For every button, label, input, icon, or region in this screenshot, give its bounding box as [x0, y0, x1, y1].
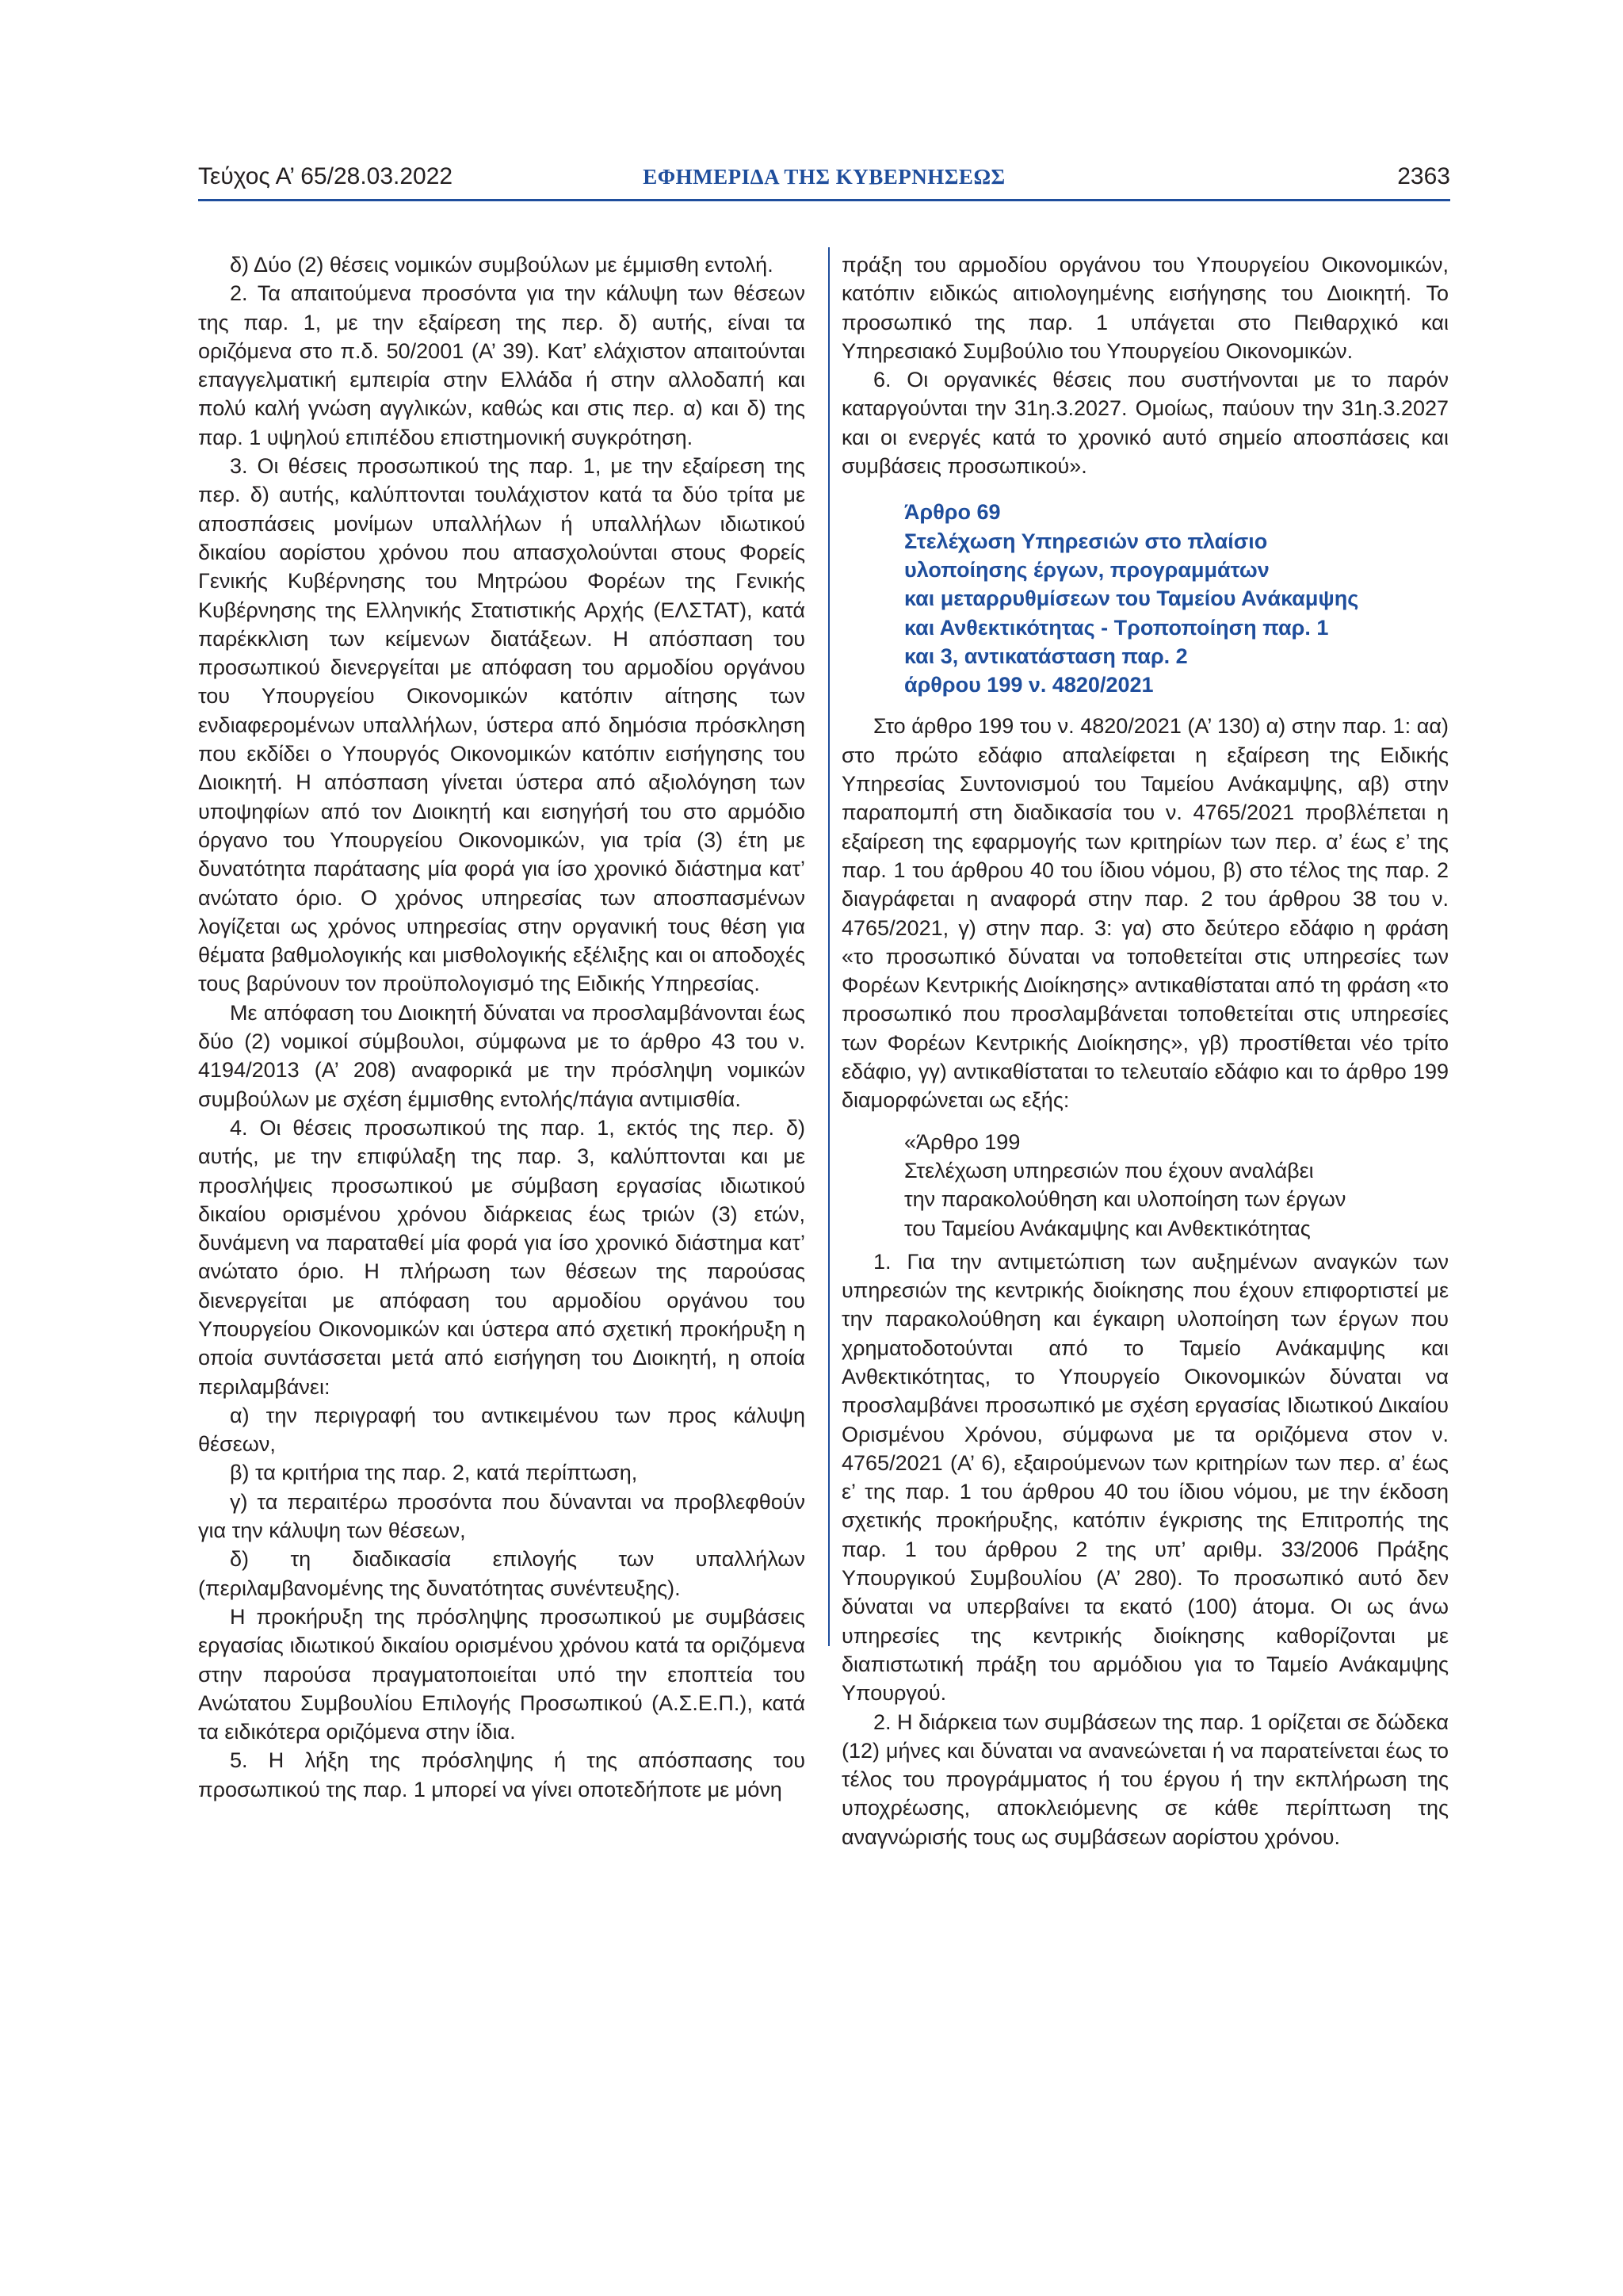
paragraph: πράξη του αρμοδίου οργάνου του Υπουργείου Οικονομικών, κατόπιν ειδικώς αιτιολογημένης εισήγησης του Διοικητή. Το προσωπικό της παρ. 1 υπάγεται στο Πειθαρχικό και Υπηρεσιακό Συμβούλιο του Υπουργείου Οικονομικών. — [842, 253, 1449, 363]
quoted-article-heading — [842, 1128, 1449, 1243]
paragraph: 5. Η λήξη της πρόσληψης ή της απόσπασης του προσωπικού της παρ. 1 μπορεί να γίνει οποτεδήποτε με μόνη — [198, 1748, 805, 1801]
quoted-heading-line: του Ταμείου Ανάκαμψης και Ανθεκτικότητας — [904, 1216, 1311, 1240]
paragraph: δ) Δύο (2) θέσεις νομικών συμβούλων με έμμισθη εντολή. — [230, 253, 773, 277]
paragraph: 4. Οι θέσεις προσωπικού της παρ. 1, εκτός της περ. δ) αυτής, με την επιφύλαξη της παρ. 3, καλύπτονται και με προσλήψεις προσωπικού με σύμβαση εργασίας ιδιωτικού δικαίου ορισμένου χρόνου διάρκειας έως τριών (3) ετών, δυνάμενη να παραταθεί μία φορά για ίσο χρονικό διάστημα κατ’ ανώτατο όριο. Η πλήρωση των θέσεων της παρούσας διενεργείται με απόφαση του αρμοδίου οργάνου του Υπουργείου Οικονομικών και ύστερα από σχετική προκήρυξη η οποία συντάσσεται μετά από εισήγηση του Διοικητή, η οποία περιλαμβάνει: — [198, 1115, 805, 1399]
article-heading-line: και Ανθεκτικότητας - Τροποποίηση παρ. 1 — [904, 615, 1329, 640]
issue-label: Τεύχος Α’ 65/28.03.2022 — [198, 163, 453, 189]
article-heading-line: και 3, αντικατάσταση παρ. 2 — [904, 644, 1188, 668]
paragraph: 2. Τα απαιτούμενα προσόντα για την κάλυψη των θέσεων της παρ. 1, με την εξαίρεση της περ. δ) αυτής, είναι τα οριζόμενα στο π.δ. 50/2001 (Α’ 39). Κατ’ ελάχιστον απαιτούνται επαγγελματική εμπειρία στην Ελλάδα ή στην αλλοδαπή και πολύ καλή γνώση αγγλικών, καθώς και στις περ. α) και δ) της παρ. 1 υψηλού επιπέδου επιστημονική συγκρότηση. — [198, 281, 805, 449]
column-divider — [828, 247, 830, 1646]
quoted-heading-line: την παρακολούθηση και υλοποίηση των έργων — [904, 1187, 1346, 1212]
article-heading-line: Στελέχωση Υπηρεσιών στο πλαίσιο — [904, 529, 1268, 553]
page-header — [198, 159, 1450, 195]
paragraph: 3. Οι θέσεις προσωπικού της παρ. 1, με την εξαίρεση της περ. δ) αυτής, καλύπτονται τουλάχιστον κατά τα δύο τρίτα με αποσπάσεις μονίμων υπαλλήλων ή υπαλλήλων ιδιωτικού δικαίου αορίστου χρόνου που απασχολούνται στους Φορείς Γενικής Κυβέρνησης του Μητρώου Φορέων της Γενικής Κυβέρνησης της Ελληνικής Στατιστικής Αρχής (ΕΛΣΤΑΤ), κατά παρέκκλιση των κείμενων διατάξεων. Η απόσπαση του προσωπικού διενεργείται με απόφαση του αρμοδίου οργάνου του Υπουργείου Οικονομικών κατόπιν αίτησης των ενδιαφερομένων υπαλλήλων, ύστερα από δημόσια πρόσκληση που εκδίδει ο Υπουργός Οικονομικών κατόπιν εισήγησης του Διοικητή. Η απόσπαση γίνεται ύστερα από αξιολόγηση των υποψηφίων από τον Διοικητή και εισηγήσή του στο αρμόδιο όργανο του Υπουργείου Οικονομικών, για τρία (3) έτη με δυνατότητα παράτασης μία φορά για ίσο χρονικό διάστημα κατ’ ανώτατο όριο. Ο χρόνος υπηρεσίας των αποσπασμένων λογίζεται ως χρόνος υπηρεσίας στην οργανική τους θέση για θέματα βαθμολογικής και μισθολογικής εξέλιξης και οι αποδοχές τους βαρύνουν τον προϋπολογισμό της Ειδικής Υπηρεσίας. — [198, 454, 805, 996]
paragraph: β) τα κριτήρια της παρ. 2, κατά περίπτωση, — [230, 1461, 638, 1485]
left-column — [198, 250, 805, 1804]
paragraph: 1. Για την αντιμετώπιση των αυξημένων αναγκών των υπηρεσιών της κεντρικής διοίκησης που έχουν επιφορτιστεί με την παρακολούθηση και έγκαιρη υλοποίηση των έργων που χρηματοδοτούνται από το Ταμείο Ανάκαμψης και Ανθεκτικότητας, το Υπουργείο Οικονομικών δύναται να προσλαμβάνει προσωπικό με σχέση εργασίας Ιδιωτικού Δικαίου Ορισμένου Χρόνου, σύμφωνα με τα οριζόμενα στον ν. 4765/2021 (Α’ 6), εξαιρούμενων των κριτηρίων των περ. α’ έως ε’ της παρ. 1 του άρθρου 40 του ίδιου νόμου, με την έκδοση σχετικής προκήρυξης, κατόπιν έγκρισης της Επιτροπής της παρ. 1 του άρθρου 2 της υπ’ αριθμ. 33/2006 Πράξης Υπουργικού Συμβουλίου (Α’ 280). Το προσωπικό αυτό δεν δύναται να υπερβαίνει τα εκατό (100) άτομα. Οι ως άνω υπηρεσίες της κεντρικής διοίκησης καθορίζονται με διαπιστωτική πράξη του αρμόδιου για το Ταμείο Ανάκαμψης Υπουργού. — [842, 1249, 1449, 1706]
right-column — [842, 250, 1449, 1851]
paragraph: Στο άρθρο 199 του ν. 4820/2021 (Α’ 130) α) στην παρ. 1: αα) στο πρώτο εδάφιο απαλείφεται η εξαίρεση της Ειδικής Υπηρεσίας Συντονισμού του Ταμείου Ανάκαμψης, αβ) στην παραπομπή στη διαδικασία του ν. 4765/2021 προβλέπεται η εξαίρεση της εφαρμογής των κριτηρίων των περ. α’ έως ε’ της παρ. 1 του άρθρου 40 του ίδιου νόμου, β) στο τέλος της παρ. 2 διαγράφεται η αναφορά στην παρ. 2 του άρθρου 38 του ν. 4765/2021, γ) στην παρ. 3: γα) στο δεύτερο εδάφιο η φράση «το προσωπικό δύναται να τοποθετείται στις υπηρεσίες των Φορέων Κεντρικής Διοίκησης» αντικαθίσταται από τη φράση «το προσωπικό που προσλαμβάνεται τοποθετείται στις υπηρεσίες των Φορέων Κεντρικής Διοίκησης», γβ) προστίθεται νέο τρίτο εδάφιο, γγ) αντικαθίσταται το τελευταίο εδάφιο και το άρθρο 199 διαμορφώνεται ως εξής: — [842, 714, 1449, 1113]
article-heading — [842, 498, 1449, 699]
gazette-title: ΕΦΗΜΕΡΙΔΑ ΤΗΣ ΚΥΒΕΡΝΗΣΕΩΣ — [643, 165, 1006, 189]
article-heading-line: άρθρου 199 ν. 4820/2021 — [904, 673, 1154, 697]
article-heading-line: και μεταρρυθμίσεων του Ταμείου Ανάκαμψης — [904, 586, 1359, 611]
quoted-heading-line: Στελέχωση υπηρεσιών που έχουν αναλάβει — [904, 1158, 1314, 1182]
article-heading-line: υλοποίησης έργων, προγραμμάτων — [904, 557, 1270, 582]
paragraph: γ) τα περαιτέρω προσόντα που δύνανται να προβλεφθούν για την κάλυψη των θέσεων, — [198, 1489, 805, 1543]
paragraph: δ) τη διαδικασία επιλογής των υπαλλήλων (περιλαμβανομένης της δυνατότητας συνέντευξης). — [198, 1547, 805, 1600]
quoted-heading-line: «Άρθρο 199 — [904, 1129, 1021, 1154]
paragraph: 6. Οι οργανικές θέσεις που συστήνονται με το παρόν καταργούνται την 31η.3.2027. Ομοίως, παύουν την 31η.3.2027 και οι ενεργές κατά το χρονικό αυτό σημείο αποσπάσεις και συμβάσεις προσωπικού». — [842, 368, 1449, 479]
page-number: 2363 — [1397, 163, 1450, 189]
paragraph: 2. Η διάρκεια των συμβάσεων της παρ. 1 ορίζεται σε δώδεκα (12) μήνες και δύναται να ανανεώνεται ή να παρατείνεται έως το τέλος του προγράμματος ή του έργου ή την εκπλήρωση της υποχρέωσης, αποκλειόμενης σε κάθε περίπτωση της αναγνώρισής τους ως συμβάσεων αορίστου χρόνου. — [842, 1710, 1449, 1849]
paragraph: Με απόφαση του Διοικητή δύναται να προσλαμβάνονται έως δύο (2) νομικοί σύμβουλοι, σύμφωνα με το άρθρο 43 του ν. 4194/2013 (Α’ 208) αναφορικά με την πρόσληψη νομικών συμβούλων με σχέση έμμισθης εντολής/πάγια αντιμισθία. — [198, 1000, 805, 1111]
paragraph: Η προκήρυξη της πρόσληψης προσωπικού με συμβάσεις εργασίας ιδιωτικού δικαίου ορισμένου χρόνου κατά τα οριζόμενα στην παρούσα πραγματοποιείται υπό την εποπτεία του Ανώτατου Συμβουλίου Επιλογής Προσωπικού (Α.Σ.Ε.Π.), κατά τα ειδικότερα οριζόμενα στην ίδια. — [198, 1604, 805, 1744]
header-rule — [198, 199, 1450, 201]
paragraph: α) την περιγραφή του αντικειμένου των προς κάλυψη θέσεων, — [198, 1403, 805, 1457]
article-heading-line: Άρθρο 69 — [904, 500, 1001, 525]
